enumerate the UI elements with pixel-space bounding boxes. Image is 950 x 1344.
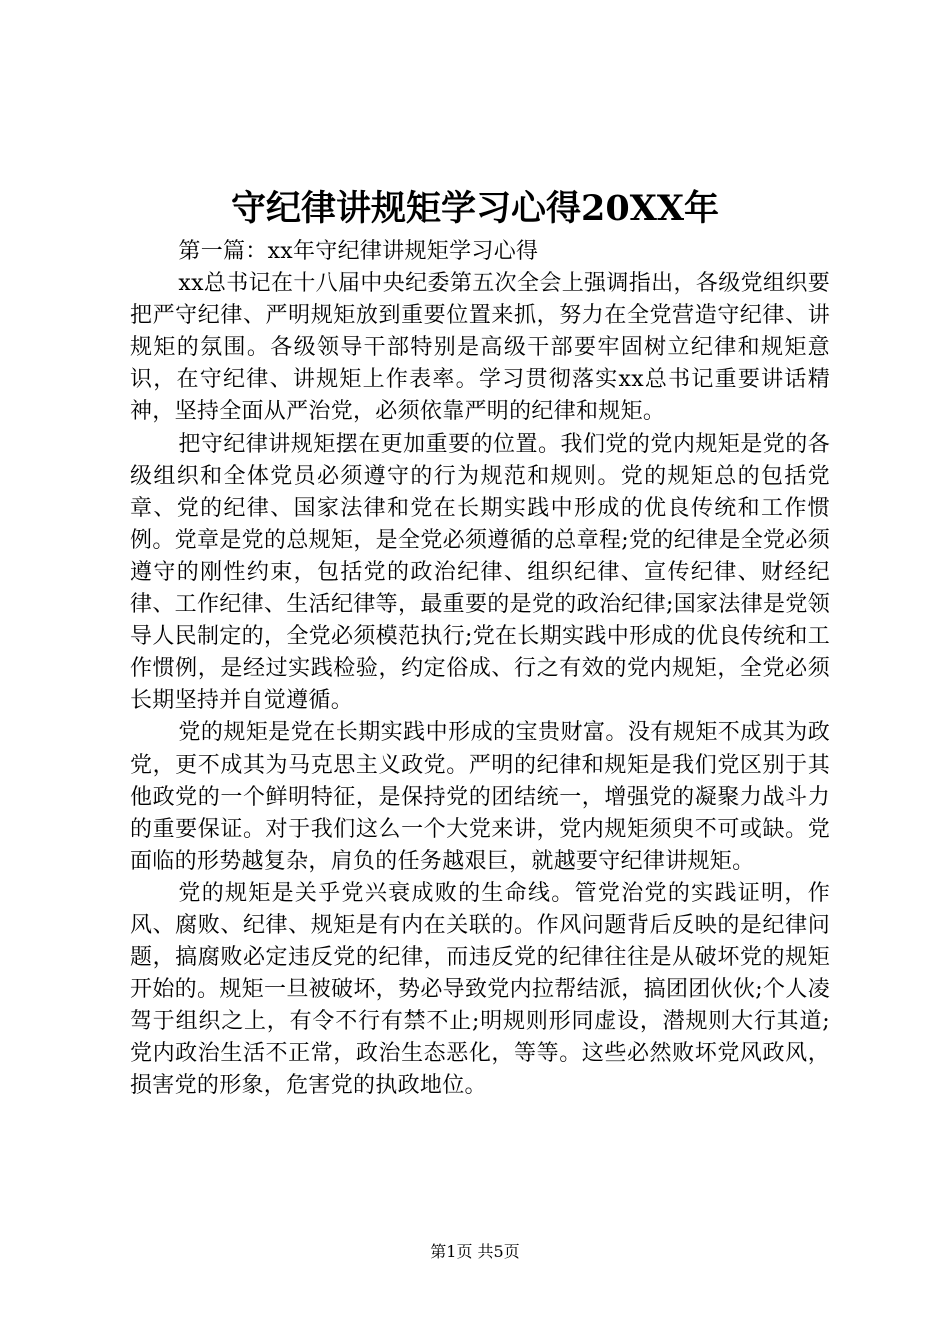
document-title: 守纪律讲规矩学习心得20XX年 [230,188,720,229]
section-heading: 第一篇：xx年守纪律讲规矩学习心得 [178,239,539,264]
paragraph: 党的规矩是党在长期实践中形成的宝贵财富。没有规矩不成其为政党，更不成其为马克思主义政党。严明的纪律和规矩是我们党区别于其他政党的一个鲜明特征，是保持党的团结统一，增强党的凝聚力战斗力的重要保证。对于我们这么一个大党来讲，党内规矩须臾不可或缺。党面临的形势越复杂，肩负的任务越艰巨，就越要守纪律讲规矩。 [130,720,830,874]
page-footer: 第1页 共5页 [430,1242,520,1261]
paragraph: 把守纪律讲规矩摆在更加重要的位置。我们党的党内规矩是党的各级组织和全体党员必须遵守的行为规范和规则。党的规矩总的包括党章、党的纪律、国家法律和党在长期实践中形成的优良传统和工作惯例。党章是党的总规矩，是全党必须遵循的总章程;党的纪律是全党必须遵守的刚性约束，包括党的政治纪律、组织纪律、宣传纪律、财经纪律、工作纪律、生活纪律等，最重要的是党的政治纪律;国家法律是党领导人民制定的，全党必须模范执行;党在长期实践中形成的优良传统和工作惯例，是经过实践检验，约定俗成、行之有效的党内规矩，全党必须长期坚持并自觉遵循。 [130,431,830,714]
paragraph: xx总书记在十八届中央纪委第五次全会上强调指出，各级党组织要把严守纪律、严明规矩放到重要位置来抓，努力在全党营造守纪律、讲规矩的氛围。各级领导干部特别是高级干部要牢固树立纪律和规矩意识，在守纪律、讲规矩上作表率。学习贯彻落实xx总书记重要讲话精神，坚持全面从严治党，必须依靠严明的纪律和规矩。 [130,271,830,425]
paragraph: 党的规矩是关乎党兴衰成败的生命线。管党治党的实践证明，作风、腐败、纪律、规矩是有内在关联的。作风问题背后反映的是纪律问题，搞腐败必定违反党的纪律，而违反党的纪律往往是从破坏党的规矩开始的。规矩一旦被破坏，势必导致党内拉帮结派，搞团团伙伙;个人凌驾于组织之上，有令不行有禁不止;明规则形同虚设，潜规则大行其道;党内政治生活不正常，政治生态恶化，等等。这些必然败坏党风政风，损害党的形象，危害党的执政地位。 [130,880,830,1099]
document-body [130,236,830,1103]
